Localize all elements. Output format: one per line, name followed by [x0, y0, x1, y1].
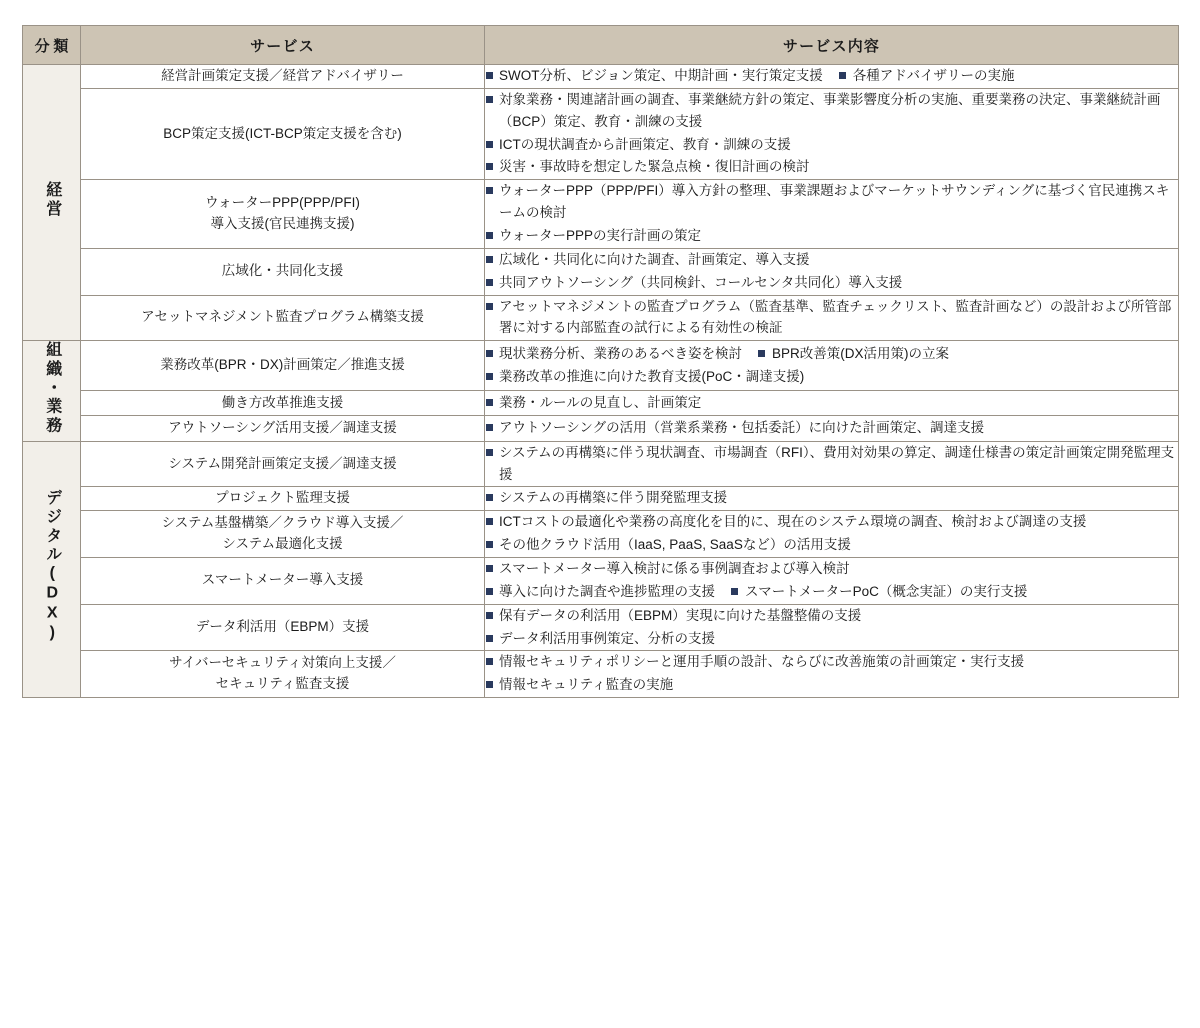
service-name — [81, 180, 485, 249]
service-name: 広域化・共同化支援 — [81, 248, 485, 295]
category-cell-digital — [23, 441, 81, 697]
table-row — [23, 65, 1179, 89]
service-table — [22, 25, 1179, 698]
detail-bullet: 情報セキュリティポリシーと運用手順の設計、ならびに改善施策の計画策定・実行支援 — [485, 651, 1178, 673]
service-name: アウトソーシング活用支援／調達支援 — [81, 416, 485, 441]
detail-bullet: 業務・ルールの見直し、計画策定 — [485, 392, 1178, 414]
service-detail — [485, 341, 1179, 391]
category-label: 組織・業務 — [43, 341, 61, 436]
service-table-container — [22, 25, 1178, 698]
category-cell-management — [23, 65, 81, 341]
category-label: デジタル(DX) — [43, 489, 61, 645]
detail-bullet-inline: 各種アドバイザリーの実施 — [833, 65, 1015, 87]
service-name-line: システム最適化支援 — [222, 536, 343, 552]
detail-bullet: 導入に向けた調査や進捗監理の支援 スマートメーターPoC（概念実証）の実行支援 — [485, 581, 1178, 603]
service-name: スマートメーター導入支援 — [81, 558, 485, 605]
table-row — [23, 558, 1179, 605]
detail-bullet: ICTの現状調査から計画策定、教育・訓練の支援 — [485, 134, 1178, 156]
service-detail — [485, 88, 1179, 179]
table-row — [23, 511, 1179, 558]
service-name-line: 導入支援(官民連携支援) — [210, 216, 355, 232]
detail-bullet: ICTコストの最適化や業務の高度化を目的に、現在のシステム環境の調査、検討および調達の支援 — [485, 511, 1178, 533]
service-detail — [485, 604, 1179, 651]
header-category: 分類 — [23, 26, 81, 65]
table-row — [23, 651, 1179, 698]
detail-bullet: アセットマネジメントの監査プログラム（監査基準、監査チェックリスト、監査計画など）の設計および所管部署に対する内部監査の試行による有効性の検証 — [485, 296, 1178, 340]
detail-bullet: 対象業務・関連諸計画の調査、事業継続方針の策定、事業影響度分析の実施、重要業務の決定、事業継続計画（BCP）策定、教育・訓練の支援 — [485, 89, 1178, 133]
table-row — [23, 487, 1179, 511]
table-row — [23, 295, 1179, 341]
service-detail — [485, 558, 1179, 605]
detail-bullet: SWOT分析、ビジョン策定、中期計画・実行策定支援 各種アドバイザリーの実施 — [485, 65, 1178, 87]
detail-bullet-inline: スマートメーターPoC（概念実証）の実行支援 — [725, 581, 1027, 603]
service-detail — [485, 416, 1179, 441]
detail-bullet: 保有データの利活用（EBPM）実現に向けた基盤整備の支援 — [485, 605, 1178, 627]
table-row — [23, 248, 1179, 295]
table-row — [23, 441, 1179, 487]
header-service: サービス — [81, 26, 485, 65]
service-name: 働き方改革推進支援 — [81, 390, 485, 415]
service-name: アセットマネジメント監査プログラム構築支援 — [81, 295, 485, 341]
detail-bullet: 広域化・共同化に向けた調査、計画策定、導入支援 — [485, 249, 1178, 271]
service-name: システム開発計画策定支援／調達支援 — [81, 441, 485, 487]
detail-bullet: データ利活用事例策定、分析の支援 — [485, 628, 1178, 650]
table-body — [23, 65, 1179, 698]
detail-bullet: ウォーターPPP（PPP/PFI）導入方針の整理、事業課題およびマーケットサウンディングに基づく官民連携スキームの検討 — [485, 180, 1178, 224]
detail-bullet: アウトソーシングの活用（営業系業務・包括委託）に向けた計画策定、調達支援 — [485, 417, 1178, 439]
service-name-line: システム基盤構築／クラウド導入支援／ — [161, 515, 404, 531]
detail-bullet: 現状業務分析、業務のあるべき姿を検討 BPR改善策(DX活用策)の立案 — [485, 343, 1178, 365]
table-row — [23, 88, 1179, 179]
header-row — [23, 26, 1179, 65]
service-name-line: ウォーターPPP(PPP/PFI) — [205, 195, 360, 211]
table-row — [23, 180, 1179, 249]
header-detail: サービス内容 — [485, 26, 1179, 65]
detail-bullet: システムの再構築に伴う開発監理支援 — [485, 487, 1178, 509]
service-detail — [485, 441, 1179, 487]
table-row — [23, 416, 1179, 441]
service-detail — [485, 180, 1179, 249]
service-name — [81, 511, 485, 558]
service-name-line: サイバーセキュリティ対策向上支援／ — [169, 655, 396, 671]
service-name — [81, 651, 485, 698]
detail-bullet: ウォーターPPPの実行計画の策定 — [485, 225, 1178, 247]
service-detail — [485, 295, 1179, 341]
service-name: 経営計画策定支援／経営アドバイザリー — [81, 65, 485, 89]
table-row — [23, 604, 1179, 651]
table-row — [23, 341, 1179, 391]
detail-bullet: 災害・事故時を想定した緊急点検・復旧計画の検討 — [485, 156, 1178, 178]
detail-bullet: 情報セキュリティ監査の実施 — [485, 674, 1178, 696]
service-detail — [485, 248, 1179, 295]
service-detail — [485, 511, 1179, 558]
service-name: データ利活用（EBPM）支援 — [81, 604, 485, 651]
category-cell-organization — [23, 341, 81, 441]
service-name: 業務改革(BPR・DX)計画策定／推進支援 — [81, 341, 485, 391]
detail-bullet: 共同アウトソーシング（共同検針、コールセンタ共同化）導入支援 — [485, 272, 1178, 294]
service-detail — [485, 651, 1179, 698]
service-name-line: セキュリティ監査支援 — [215, 676, 350, 692]
table-header — [23, 26, 1179, 65]
table-row — [23, 390, 1179, 415]
detail-bullet-inline: BPR改善策(DX活用策)の立案 — [752, 343, 949, 365]
service-detail — [485, 390, 1179, 415]
service-name: プロジェクト監理支援 — [81, 487, 485, 511]
detail-bullet: システムの再構築に伴う現状調査、市場調査（RFI）、費用対効果の算定、調達仕様書の策定計画策定開発監理支援 — [485, 442, 1178, 486]
service-name: BCP策定支援(ICT-BCP策定支援を含む) — [81, 88, 485, 179]
service-detail — [485, 487, 1179, 511]
detail-bullet: スマートメーター導入検討に係る事例調査および導入検討 — [485, 558, 1178, 580]
service-detail — [485, 65, 1179, 89]
detail-bullet: 業務改革の推進に向けた教育支援(PoC・調達支援) — [485, 366, 1178, 388]
category-label: 経営 — [43, 181, 61, 220]
detail-bullet: その他クラウド活用（IaaS, PaaS, SaaSなど）の活用支援 — [485, 534, 1178, 556]
